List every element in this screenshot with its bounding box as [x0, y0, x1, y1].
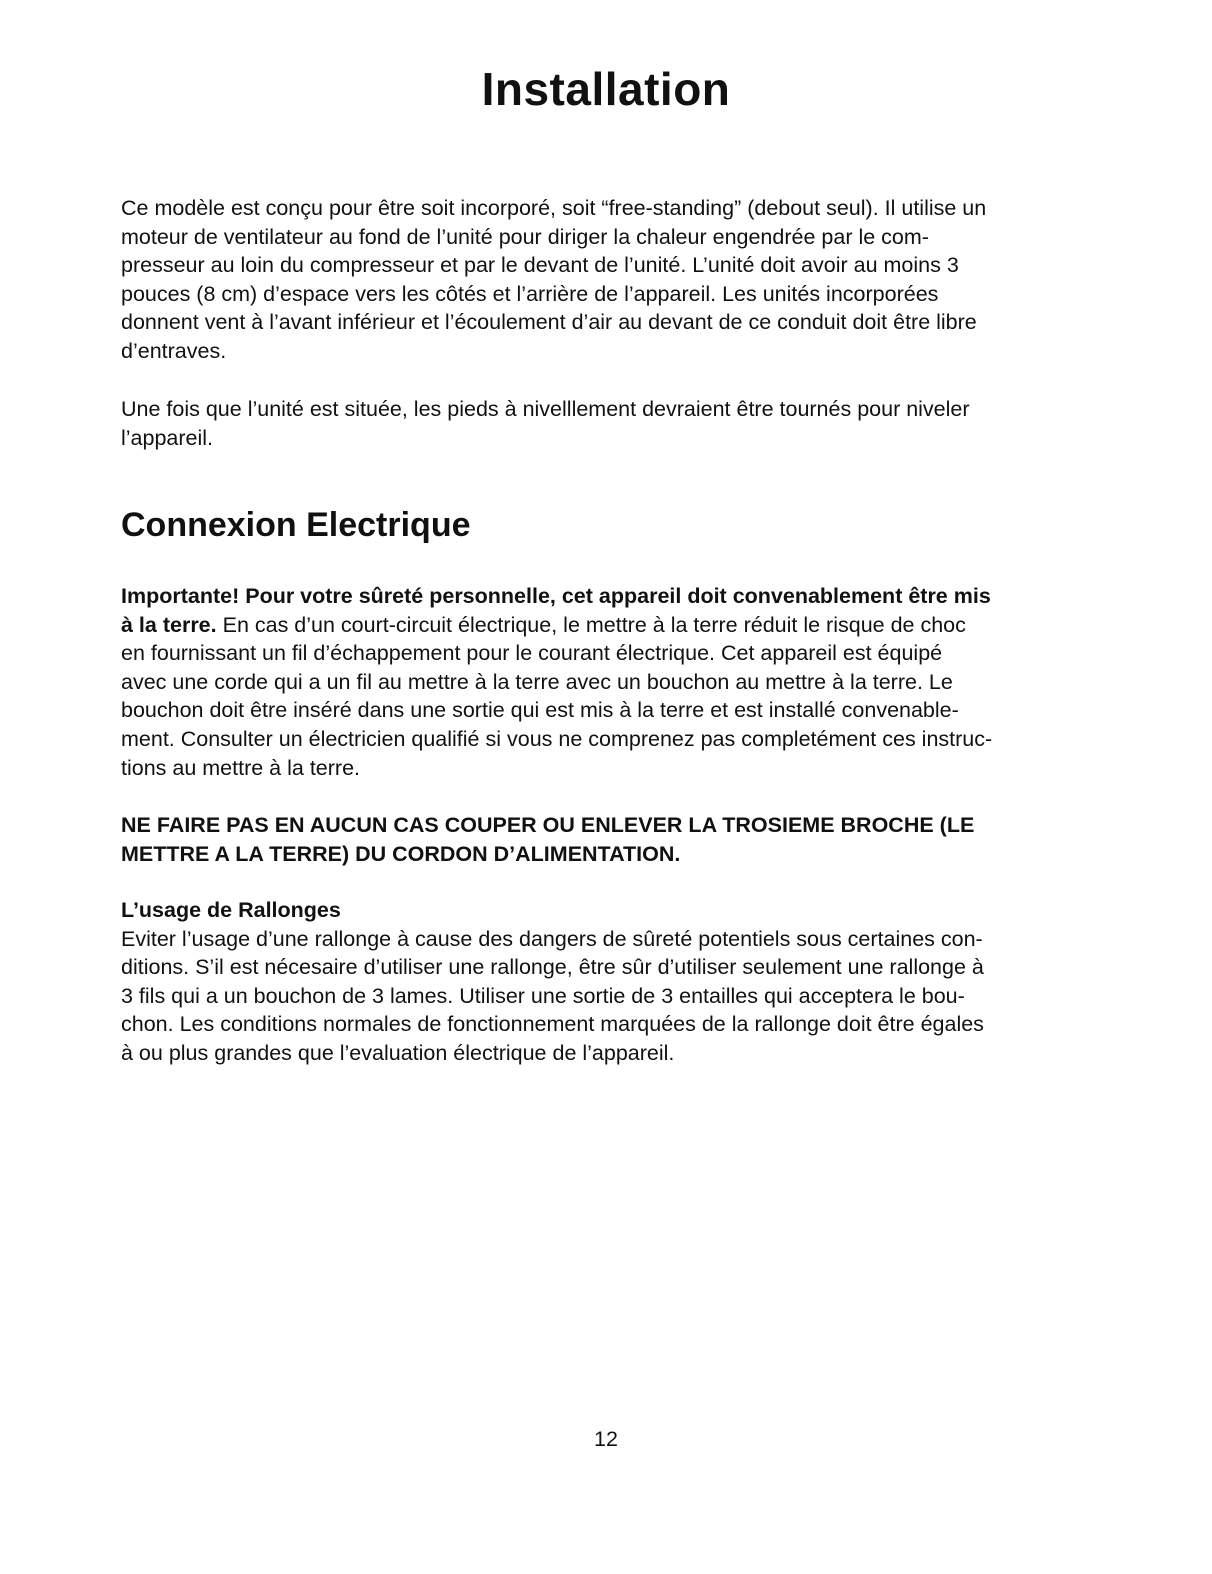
section-heading-connexion: Connexion Electrique [121, 506, 471, 544]
text-line: 3 fils qui a un bouchon de 3 lames. Utiliser une sortie de 3 entailles qui acceptera le bou- [121, 983, 965, 1008]
extension-cord-section [121, 896, 1096, 1068]
subheading-rallonges: L’usage de Rallonges [121, 898, 341, 922]
text-line: à ou plus grandes que l’evaluation électrique de l’appareil. [121, 1040, 675, 1065]
text-line: Une fois que l’unité est située, les pieds à nivelllement devraient être tournés pour niveler [121, 397, 970, 421]
text-line: d’entraves. [121, 338, 227, 363]
warning-line: METTRE A LA TERRE) DU CORDON D’ALIMENTATION. [121, 841, 681, 866]
warning-line: NE FAIRE PAS EN AUCUN CAS COUPER OU ENLEVER LA TROSIEME BROCHE (LE [121, 813, 975, 837]
text-line: pouces (8 cm) d’espace vers les côtés et l’arrière de l’appareil. Les unités incorporées [121, 281, 939, 306]
text-line: chon. Les conditions normales de fonctionnement marquées de la rallonge doit être égales [121, 1012, 984, 1037]
text-line: l’appareil. [121, 425, 214, 450]
text-line: bouchon doit être inséré dans une sortie qui est mis à la terre et est installé convenable- [121, 698, 959, 723]
text-line: Eviter l’usage d’une rallonge à cause des dangers de sûreté potentiels sous certaines con- [121, 926, 983, 951]
installation-paragraph-1 [121, 194, 1096, 366]
text-line [121, 611, 1096, 640]
important-notice-end: à la terre. [121, 612, 217, 637]
important-notice: Importante! Pour votre sûreté personnelle, cet appareil doit convenablement être mis [121, 584, 991, 608]
page-title: Installation [481, 63, 731, 115]
text-line: Ce modèle est conçu pour être soit incorporé, soit “free-standing” (debout seul). Il utilise un [121, 196, 987, 220]
text-line: donnent vent à l’avant inférieur et l’écoulement d’air au devant de ce conduit doit être libre [121, 310, 977, 335]
text-line: ditions. S’il est nécesaire d’utiliser une rallonge, être sûr d’utiliser seulement une rallonge à [121, 955, 984, 980]
page-number: 12 [594, 1427, 618, 1451]
installation-paragraph-2 [121, 395, 1096, 452]
text-line: en fournissant un fil d’échappement pour le courant électrique. Cet appareil est équipé [121, 641, 943, 666]
text-line: presseur au loin du compresseur et par le devant de l’unité. L’unité doit avoir au moins 3 [121, 253, 959, 278]
text-line: tions au mettre à la terre. [121, 755, 360, 780]
text-line: ment. Consulter un électricien qualifié si vous ne comprenez pas completément ces instruc- [121, 726, 993, 751]
text-segment: En cas d’un court-circuit électrique, le mettre à la terre réduit le risque de choc [216, 612, 966, 637]
grounding-paragraph [121, 582, 1096, 782]
text-line: moteur de ventilateur au fond de l’unité pour diriger la chaleur engendrée par le com- [121, 224, 929, 249]
text-line: avec une corde qui a un fil au mettre à la terre avec un bouchon au mettre à la terre. Le [121, 669, 953, 694]
warning-paragraph [121, 811, 1096, 868]
